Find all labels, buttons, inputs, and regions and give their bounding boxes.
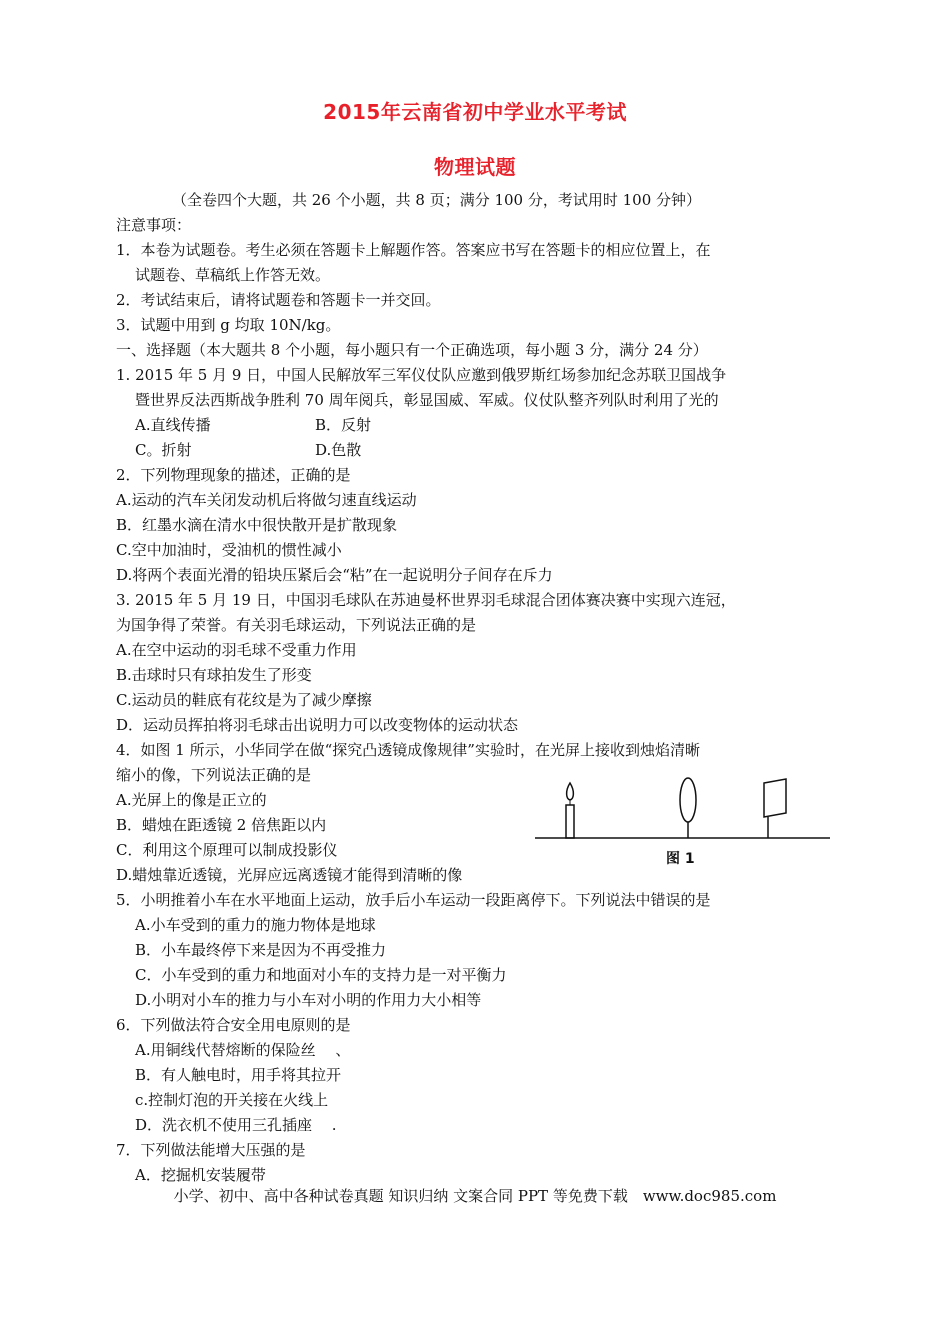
q4-option-a: A.光屏上的像是正立的 bbox=[116, 791, 267, 809]
question-1: 1. 2015 年 5 月 9 日，中国人民解放军三军仪仗队应邀到俄罗斯红场参加纪念苏联卫国战争 bbox=[116, 366, 727, 384]
question-5: 5．小明推着小车在水平地面上运动，放手后小车运动一段距离停下。下列说法中错误的是 bbox=[116, 891, 711, 909]
question-1-cont: 暨世界反法西斯战争胜利 70 周年阅兵，彰显国威、军威。仪仗队整齐列队时利用了光的 bbox=[135, 391, 719, 409]
question-6: 6．下列做法符合安全用电原则的是 bbox=[116, 1016, 351, 1034]
exam-info: （全卷四个大题，共 26 个小题，共 8 页；满分 100 分，考试用时 100 分钟） bbox=[172, 191, 702, 209]
q3-option-b: B.击球时只有球拍发生了形变 bbox=[116, 666, 312, 684]
q2-option-c: C.空中加油时，受油机的惯性减小 bbox=[116, 541, 342, 559]
notice-2: 2．考试结束后，请将试题卷和答题卡一并交回。 bbox=[116, 291, 441, 309]
notice-3: 3．试题中用到 g 均取 10N/kg。 bbox=[116, 316, 341, 334]
question-4: 4．如图 1 所示，小华同学在做“探究凸透镜成像规律”实验时，在光屏上接收到烛焰清晰 bbox=[116, 741, 700, 759]
q4-option-c: C．利用这个原理可以制成投影仪 bbox=[116, 841, 338, 859]
notice-1: 1．本卷为试题卷。考生必须在答题卡上解题作答。答案应书写在答题卡的相应位置上，在 bbox=[116, 241, 711, 259]
q6-option-b: B．有人触电时，用手将其拉开 bbox=[135, 1066, 342, 1084]
q5-option-c: C．小车受到的重力和地面对小车的支持力是一对平衡力 bbox=[135, 966, 507, 984]
q2-option-d: D.将两个表面光滑的铅块压紧后会“粘”在一起说明分子间存在斥力 bbox=[116, 566, 553, 584]
q2-option-a: A.运动的汽车关闭发动机后将做匀速直线运动 bbox=[116, 491, 417, 509]
notice-heading: 注意事项： bbox=[116, 216, 192, 234]
question-3: 3. 2015 年 5 月 19 日，中国羽毛球队在苏迪曼杯世界羽毛球混合团体赛决赛中实现六连冠， bbox=[116, 591, 736, 609]
page-footer: 小学、初中、高中各种试卷真题 知识归纳 文案合同 PPT 等免费下载 www.doc985.com bbox=[173, 1187, 777, 1205]
q1-option-a: A.直线传播 bbox=[135, 416, 211, 434]
q3-option-d: D．运动员挥拍将羽毛球击出说明力可以改变物体的运动状态 bbox=[116, 716, 519, 734]
q5-option-a: A.小车受到的重力的施力物体是地球 bbox=[135, 916, 376, 934]
q5-option-d: D.小明对小车的推力与小车对小明的作用力大小相等 bbox=[135, 991, 482, 1009]
question-2: 2．下列物理现象的描述，正确的是 bbox=[116, 466, 351, 484]
q7-option-a: A．挖掘机安装履带 bbox=[135, 1166, 266, 1184]
q3-option-a: A.在空中运动的羽毛球不受重力作用 bbox=[116, 641, 357, 659]
question-3-cont: 为国争得了荣誉。有关羽毛球运动，下列说法正确的是 bbox=[116, 616, 477, 634]
q1-option-d: D.色散 bbox=[315, 441, 362, 459]
q2-option-b: B．红墨水滴在清水中很快散开是扩散现象 bbox=[116, 516, 398, 534]
candle bbox=[566, 805, 574, 838]
section-heading: 一、选择题（本大题共 8 个小题，每小题只有一个正确选项，每小题 3 分，满分 24 分） bbox=[116, 341, 708, 359]
question-7: 7．下列做法能增大压强的是 bbox=[116, 1141, 306, 1159]
q5-option-b: B．小车最终停下来是因为不再受推力 bbox=[135, 941, 387, 959]
figure-caption: 图 1 bbox=[666, 851, 695, 867]
q6-option-c: c.控制灯泡的开关接在火线上 bbox=[135, 1091, 329, 1109]
convex-lens bbox=[680, 778, 696, 822]
candle-flame bbox=[567, 783, 574, 800]
q4-option-b: B．蜡烛在距透镜 2 倍焦距以内 bbox=[116, 816, 327, 834]
q6-option-d: D．洗衣机不使用三孔插座 . bbox=[135, 1116, 337, 1134]
light-screen bbox=[764, 779, 786, 817]
q4-option-d: D.蜡烛靠近透镜，光屏应远离透镜才能得到清晰的像 bbox=[116, 866, 463, 884]
q6-option-a: A.用铜线代替熔断的保险丝 、 bbox=[135, 1041, 351, 1059]
q1-option-b: B．反射 bbox=[315, 416, 372, 434]
q3-option-c: C.运动员的鞋底有花纹是为了减少摩擦 bbox=[116, 691, 372, 709]
notice-1-cont: 试题卷、草稿纸上作答无效。 bbox=[135, 266, 331, 284]
q1-option-c: C。折射 bbox=[135, 441, 192, 459]
exam-title: 2015年云南省初中学业水平考试 bbox=[323, 100, 627, 124]
question-4-cont: 缩小的像，下列说法正确的是 bbox=[116, 766, 312, 784]
subject-title: 物理试题 bbox=[434, 155, 516, 179]
